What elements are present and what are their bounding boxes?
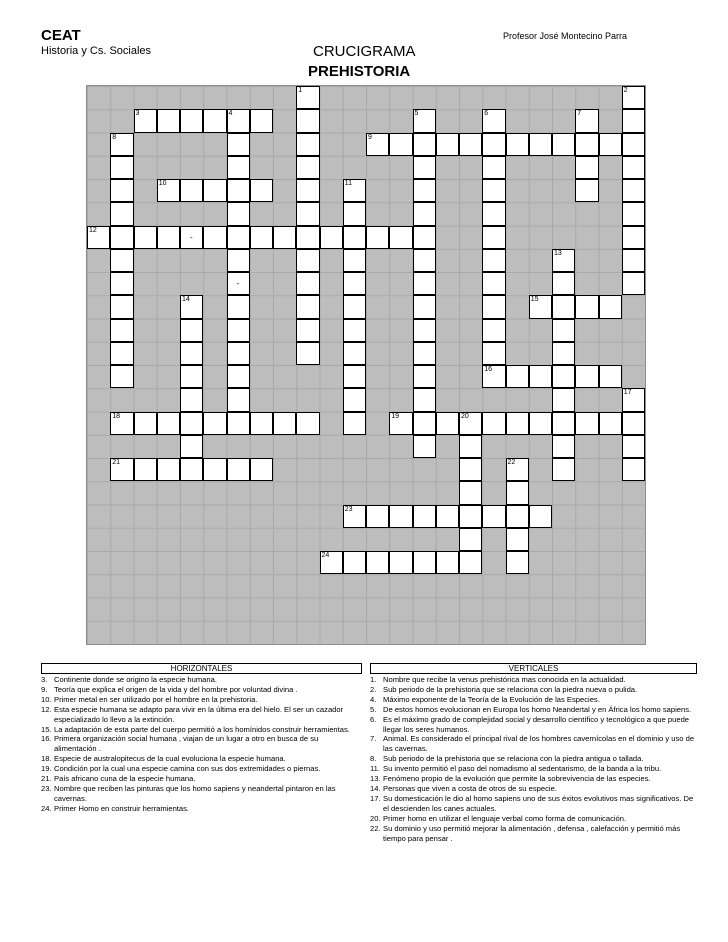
clue-text: Nombre que recibe la venus prehistórica mas conocida en la actualidad. xyxy=(383,675,626,684)
crossword-cell[interactable] xyxy=(622,412,645,435)
crossword-cell[interactable] xyxy=(110,226,133,249)
clue-text: La adaptación de esta parte del cuerpo permitió a los homínidos construir herramientas. xyxy=(54,724,350,734)
crossword-cell[interactable] xyxy=(413,179,436,202)
crossword-cell[interactable] xyxy=(413,202,436,225)
crossword-cell[interactable] xyxy=(180,458,203,481)
clue-text: Continente donde se origino la especie humana. xyxy=(54,675,217,684)
clue-number-label: 7 xyxy=(577,110,582,118)
crossword-cell[interactable] xyxy=(413,388,436,411)
crossword-cell[interactable] xyxy=(203,109,226,132)
crossword-cell[interactable] xyxy=(506,458,529,481)
crossword-cell[interactable] xyxy=(459,528,482,551)
clue-text: Esta especie humana se adapto para vivir en la última era del hielo. El ser un cazador especializado lo llevo a la extinción. xyxy=(54,704,344,724)
clue-text: Sub periodo de la prehistoria que se relaciona con la piedra antigua o tallada. xyxy=(383,754,644,764)
crossword-cell[interactable] xyxy=(343,179,366,202)
clue-text: Su invento permitió el paso del nomadismo al sedentarismo, de la banda a la tribu. xyxy=(383,764,662,774)
vertical-clue xyxy=(370,784,697,794)
crossword-cell[interactable] xyxy=(343,412,366,435)
horizontal-clue xyxy=(41,725,362,735)
crossword-cell[interactable] xyxy=(413,249,436,272)
crossword-cell[interactable] xyxy=(436,412,459,435)
cell-mark: - xyxy=(190,232,193,242)
crossword-cell[interactable] xyxy=(227,295,250,318)
crossword-cell[interactable] xyxy=(110,295,133,318)
clue-number: 17. xyxy=(370,793,381,803)
crossword-cell[interactable] xyxy=(343,226,366,249)
teacher-name: Profesor José Montecino Parra xyxy=(503,31,628,41)
clue-number: 11. xyxy=(370,764,380,774)
crossword-cell[interactable] xyxy=(110,249,133,272)
crossword-cell[interactable] xyxy=(296,133,319,156)
crossword-cell[interactable] xyxy=(506,412,529,435)
crossword-cell[interactable] xyxy=(296,226,319,249)
crossword-cell[interactable] xyxy=(506,133,529,156)
crossword-cell[interactable] xyxy=(622,133,645,156)
crossword-cell[interactable] xyxy=(599,412,622,435)
clue-number-label: 11 xyxy=(344,180,353,187)
crossword-cell[interactable] xyxy=(506,365,529,388)
school-name: CEAT xyxy=(41,27,81,44)
subject-name: Historia y Cs. Sociales xyxy=(41,45,152,57)
crossword-cell[interactable] xyxy=(436,133,459,156)
vertical-clues xyxy=(370,663,697,843)
horizontal-clue xyxy=(41,764,362,774)
clue-number-label: 4 xyxy=(228,110,233,118)
crossword-cell[interactable] xyxy=(389,505,412,528)
clue-number-label: 2 xyxy=(623,87,628,94)
clue-number-label: 22 xyxy=(507,459,516,466)
crossword-cell[interactable] xyxy=(227,388,250,411)
crossword-cell[interactable] xyxy=(110,412,133,435)
crossword-cell[interactable] xyxy=(413,133,436,156)
crossword-cell[interactable] xyxy=(459,458,482,481)
crossword-cell[interactable] xyxy=(227,272,250,295)
crossword-cell[interactable] xyxy=(296,295,319,318)
crossword-cell[interactable] xyxy=(413,342,436,365)
vertical-clue xyxy=(370,705,697,715)
crossword-cell[interactable] xyxy=(482,505,505,528)
clue-number-label: 8 xyxy=(112,133,117,141)
crossword-cell[interactable] xyxy=(273,412,296,435)
clue-number-label: 9 xyxy=(368,133,372,141)
crossword-cell[interactable] xyxy=(529,365,552,388)
horizontal-clue xyxy=(41,804,362,814)
crossword-cell[interactable] xyxy=(413,295,436,318)
crossword-cell[interactable] xyxy=(459,505,482,528)
crossword-cell[interactable] xyxy=(552,272,575,295)
crossword-cell[interactable] xyxy=(157,226,180,249)
clue-number: 16. xyxy=(41,734,52,744)
crossword-cell[interactable] xyxy=(296,412,319,435)
crossword-cell[interactable] xyxy=(413,435,436,458)
clue-number-label: 23 xyxy=(344,505,353,513)
crossword-cell[interactable] xyxy=(250,412,273,435)
crossword-cell[interactable] xyxy=(529,505,552,528)
clue-number: 15. xyxy=(41,724,52,734)
clue-number: 6. xyxy=(370,714,377,724)
clue-number: 22. xyxy=(370,823,381,833)
clue-text: Primera organización social humana , viajan de un lugar a otro en busca de su alimentación . xyxy=(54,734,319,754)
crossword-cell[interactable] xyxy=(413,226,436,249)
crossword-cell[interactable] xyxy=(413,505,436,528)
clue-text: País africano cuna de la especie humana. xyxy=(54,774,196,784)
crossword-cell[interactable] xyxy=(459,551,482,574)
crossword-cell[interactable] xyxy=(482,109,505,132)
crossword-cell[interactable] xyxy=(482,272,505,295)
clue-number-label: 10 xyxy=(158,180,167,187)
crossword-cell[interactable] xyxy=(506,528,529,551)
crossword-cell[interactable] xyxy=(552,133,575,156)
crossword-cell[interactable] xyxy=(459,412,482,435)
horizontal-clue xyxy=(41,784,362,804)
clue-text: Personas que viven a costa de otros de su especie. xyxy=(383,783,557,793)
clue-number: 9. xyxy=(41,684,48,694)
crossword-cell[interactable] xyxy=(622,388,645,411)
clue-number: 23. xyxy=(41,783,52,793)
crossword-cell[interactable] xyxy=(482,319,505,342)
crossword-cell[interactable] xyxy=(343,388,366,411)
crossword-cell[interactable] xyxy=(343,551,366,574)
crossword-cell[interactable] xyxy=(482,295,505,318)
crossword-cell[interactable] xyxy=(157,109,180,132)
crossword-cell[interactable] xyxy=(529,412,552,435)
crossword-cell[interactable] xyxy=(622,109,645,132)
crossword-cell[interactable] xyxy=(366,133,389,156)
crossword-cell[interactable] xyxy=(459,481,482,504)
crossword-cell[interactable] xyxy=(180,342,203,365)
clue-number-label: 1 xyxy=(298,87,303,94)
crossword-cell[interactable] xyxy=(227,412,250,435)
crossword-cell[interactable] xyxy=(482,412,505,435)
crossword-cell[interactable] xyxy=(575,412,598,435)
clue-text: Teoría que explica el origen de la vida y del hombre por voluntad divina . xyxy=(54,684,298,694)
crossword-cell[interactable] xyxy=(134,412,157,435)
crossword-cell[interactable] xyxy=(110,179,133,202)
crossword-cell[interactable] xyxy=(157,179,180,202)
crossword-cell[interactable] xyxy=(506,505,529,528)
crossword-cell[interactable] xyxy=(157,458,180,481)
page-title: CRUCIGRAMA xyxy=(313,43,416,60)
crossword-cell[interactable] xyxy=(343,295,366,318)
horizontal-clue xyxy=(41,774,362,784)
horizontal-clue xyxy=(41,705,362,725)
crossword-cell[interactable] xyxy=(552,249,575,272)
clue-text: Especie de australopitecus de la cual evoluciona la especie humana. xyxy=(54,754,286,764)
clue-number: 7. xyxy=(370,734,377,744)
vertical-clues-heading: VERTICALES xyxy=(370,663,697,674)
clue-number-label: 21 xyxy=(112,459,121,466)
crossword-cell[interactable] xyxy=(227,226,250,249)
crossword-cell[interactable] xyxy=(250,179,273,202)
crossword-cell[interactable] xyxy=(180,412,203,435)
crossword-cell[interactable] xyxy=(622,435,645,458)
crossword-cell[interactable] xyxy=(413,156,436,179)
vertical-clue xyxy=(370,774,697,784)
clue-number-label: 13 xyxy=(554,249,562,257)
horizontal-clue xyxy=(41,734,362,754)
crossword-cell[interactable] xyxy=(599,365,622,388)
crossword-grid xyxy=(86,85,646,645)
crossword-cell[interactable] xyxy=(296,319,319,342)
crossword-cell[interactable] xyxy=(482,249,505,272)
crossword-cell[interactable] xyxy=(529,133,552,156)
cell-mark: - xyxy=(236,279,240,288)
crossword-cell[interactable] xyxy=(413,365,436,388)
vertical-clue xyxy=(370,794,697,814)
vertical-clue xyxy=(370,715,697,735)
crossword-cell[interactable] xyxy=(622,226,645,249)
crossword-cell[interactable] xyxy=(180,388,203,411)
crossword-cell[interactable] xyxy=(227,179,250,202)
crossword-cell[interactable] xyxy=(227,319,250,342)
clue-number-label: 19 xyxy=(391,412,400,420)
crossword-cell[interactable] xyxy=(296,86,319,109)
horizontal-clue xyxy=(41,675,362,685)
clue-text: Animal. Es considerado el principal rival de los hombres cavernícolas en el dominio y uso de las cavernas. xyxy=(383,734,695,754)
crossword-cell[interactable] xyxy=(227,156,250,179)
clue-number-label: 3 xyxy=(135,110,140,118)
clue-text: Primer Homo en construir herramientas. xyxy=(54,803,190,813)
vertical-clue xyxy=(370,675,697,685)
crossword-cell[interactable] xyxy=(622,86,645,109)
crossword-cell[interactable] xyxy=(296,342,319,365)
crossword-cell[interactable] xyxy=(110,365,133,388)
crossword-cell[interactable] xyxy=(296,272,319,295)
clue-text: Condición por la cual una especie camina con sus dos extremidades o piernas. xyxy=(54,764,321,774)
crossword-cell[interactable] xyxy=(134,458,157,481)
vertical-clue xyxy=(370,754,697,764)
crossword-cell[interactable] xyxy=(622,458,645,481)
crossword-cell[interactable] xyxy=(227,202,250,225)
crossword-cell[interactable] xyxy=(87,226,110,249)
crossword-cell[interactable] xyxy=(622,272,645,295)
crossword-cell[interactable] xyxy=(599,133,622,156)
crossword-cell[interactable] xyxy=(436,505,459,528)
crossword-cell[interactable] xyxy=(482,133,505,156)
clue-number-label: 14 xyxy=(182,296,190,304)
crossword-cell[interactable] xyxy=(622,156,645,179)
crossword-cell[interactable] xyxy=(552,365,575,388)
crossword-cell[interactable] xyxy=(134,109,157,132)
page-subtitle: PREHISTORIA xyxy=(308,63,411,80)
crossword-cell[interactable] xyxy=(575,109,598,132)
crossword-cell[interactable] xyxy=(506,481,529,504)
clue-number: 21. xyxy=(41,774,52,784)
clue-number-label: 20 xyxy=(461,412,469,420)
crossword-cell[interactable] xyxy=(343,202,366,225)
crossword-cell[interactable] xyxy=(413,319,436,342)
horizontal-clue xyxy=(41,754,362,764)
crossword-cell[interactable] xyxy=(250,458,273,481)
crossword-cell[interactable] xyxy=(227,249,250,272)
crossword-cell[interactable] xyxy=(180,179,203,202)
crossword-cell[interactable] xyxy=(343,505,366,528)
clue-text: Es el máximo grado de complejidad social y desarrollo científico y tecnológico a que puede llegar los seres humanos. xyxy=(383,714,690,734)
crossword-cell[interactable] xyxy=(506,551,529,574)
crossword-cell[interactable] xyxy=(413,272,436,295)
crossword-cell[interactable] xyxy=(413,412,436,435)
clue-number-label: 17 xyxy=(623,389,632,397)
crossword-cell[interactable] xyxy=(482,179,505,202)
vertical-clue xyxy=(370,764,697,774)
crossword-cell[interactable] xyxy=(157,412,180,435)
crossword-cell[interactable] xyxy=(180,295,203,318)
crossword-cell[interactable] xyxy=(552,295,575,318)
crossword-cell[interactable] xyxy=(227,109,250,132)
clue-text: Primer metal en ser utilizado por el hombre en la prehistoria. xyxy=(54,694,258,704)
crossword-cell[interactable] xyxy=(296,249,319,272)
clue-number-label: 24 xyxy=(321,552,330,559)
crossword-cell[interactable] xyxy=(436,551,459,574)
vertical-clue xyxy=(370,685,697,695)
horizontal-clue xyxy=(41,695,362,705)
clue-number: 1. xyxy=(370,675,377,684)
vertical-clue xyxy=(370,824,697,844)
crossword-cell[interactable] xyxy=(459,435,482,458)
clue-text: Primer homo en utilizar el lenguaje verbal como forma de comunicación. xyxy=(383,813,627,823)
crossword-cell[interactable] xyxy=(552,412,575,435)
crossword-cell[interactable] xyxy=(482,202,505,225)
clue-text: Su dominio y uso permitió mejorar la alimentación , defensa , calefacción y permitió más tiempo para pensar . xyxy=(383,823,681,843)
crossword-cell[interactable] xyxy=(343,249,366,272)
crossword-cell[interactable] xyxy=(180,319,203,342)
crossword-cell[interactable] xyxy=(482,342,505,365)
crossword-cell[interactable] xyxy=(413,551,436,574)
crossword-cell[interactable] xyxy=(227,458,250,481)
crossword-cell[interactable] xyxy=(575,133,598,156)
crossword-cell[interactable] xyxy=(482,365,505,388)
crossword-cell[interactable] xyxy=(180,226,203,249)
clue-number: 14. xyxy=(370,783,381,793)
crossword-cell[interactable] xyxy=(296,109,319,132)
crossword-cell[interactable] xyxy=(227,342,250,365)
clue-number: 8. xyxy=(370,754,377,764)
crossword-cell[interactable] xyxy=(250,226,273,249)
clue-number: 5. xyxy=(370,704,377,714)
crossword-cell[interactable] xyxy=(459,133,482,156)
crossword-cell[interactable] xyxy=(575,365,598,388)
crossword-cell[interactable] xyxy=(482,226,505,249)
crossword-cell[interactable] xyxy=(366,226,389,249)
crossword-cell[interactable] xyxy=(110,272,133,295)
crossword-cell[interactable] xyxy=(110,342,133,365)
crossword-cell[interactable] xyxy=(552,388,575,411)
crossword-cell[interactable] xyxy=(296,202,319,225)
horizontal-clue xyxy=(41,685,362,695)
crossword-cell[interactable] xyxy=(622,179,645,202)
crossword-cell[interactable] xyxy=(552,319,575,342)
clue-number: 10. xyxy=(41,694,52,704)
clue-text: Sub periodo de la prehistoria que se relaciona con la piedra nueva o pulida. xyxy=(383,684,638,694)
crossword-cell[interactable] xyxy=(552,435,575,458)
crossword-cell[interactable] xyxy=(343,365,366,388)
crossword-cell[interactable] xyxy=(366,505,389,528)
clue-number-label: 15 xyxy=(530,296,539,304)
horizontal-clues xyxy=(41,663,362,814)
crossword-cell[interactable] xyxy=(180,435,203,458)
clue-text: Fenómeno propio de la evolución que permite la sobrevivencia de las especies. xyxy=(383,774,651,784)
clue-number: 24. xyxy=(41,803,52,813)
crossword-cell[interactable] xyxy=(110,319,133,342)
crossword-cell[interactable] xyxy=(203,179,226,202)
crossword-cell[interactable] xyxy=(575,156,598,179)
clue-number: 4. xyxy=(370,694,377,704)
crossword-cell[interactable] xyxy=(134,226,157,249)
vertical-clue xyxy=(370,814,697,824)
crossword-cell[interactable] xyxy=(203,458,226,481)
crossword-cell[interactable] xyxy=(575,179,598,202)
crossword-cell[interactable] xyxy=(180,109,203,132)
clue-number-label: 12 xyxy=(89,226,97,234)
crossword-cell[interactable] xyxy=(622,249,645,272)
crossword-cell[interactable] xyxy=(227,133,250,156)
clue-number: 2. xyxy=(370,684,377,694)
crossword-cell[interactable] xyxy=(389,551,412,574)
crossword-cell[interactable] xyxy=(296,179,319,202)
crossword-cell[interactable] xyxy=(343,272,366,295)
crossword-cell[interactable] xyxy=(552,342,575,365)
clue-number-label: 6 xyxy=(484,110,489,118)
clue-text: Máximo exponente de la Teoría de la Evolución de las Especies. xyxy=(383,694,600,704)
crossword-cell[interactable] xyxy=(203,412,226,435)
horizontal-clues-heading: HORIZONTALES xyxy=(41,663,362,674)
vertical-clue xyxy=(370,734,697,754)
crossword-cell[interactable] xyxy=(110,156,133,179)
clue-number: 12. xyxy=(41,704,52,714)
crossword-cell[interactable] xyxy=(482,156,505,179)
crossword-cell[interactable] xyxy=(227,365,250,388)
clue-text: Su domesticación le dio al homo sapiens uno de sus éxitos evolutivos mas significativos. De el descienden los canes actuales. xyxy=(383,793,694,813)
crossword-cell[interactable] xyxy=(575,295,598,318)
crossword-cell[interactable] xyxy=(552,458,575,481)
crossword-cell[interactable] xyxy=(320,551,343,574)
clue-number: 19. xyxy=(41,764,52,774)
clue-number: 20. xyxy=(370,813,381,823)
crossword-cell[interactable] xyxy=(413,109,436,132)
crossword-cell[interactable] xyxy=(529,295,552,318)
clue-number-label: 5 xyxy=(414,110,419,118)
clue-text: Nombre que reciben las pinturas que los homo sapiens y neandertal pintaron en las cavernas. xyxy=(54,783,336,803)
clue-text: De estos homos evolucionan en Europa los homo Neandertal y en África los homo sapiens. xyxy=(383,704,692,714)
crossword-cell[interactable] xyxy=(110,133,133,156)
clue-number: 3. xyxy=(41,675,48,684)
crossword-cell[interactable] xyxy=(389,412,412,435)
crossword-cell[interactable] xyxy=(110,458,133,481)
crossword-cell[interactable] xyxy=(110,202,133,225)
crossword-cell[interactable] xyxy=(599,295,622,318)
crossword-cell[interactable] xyxy=(366,551,389,574)
crossword-cell[interactable] xyxy=(320,226,343,249)
crossword-cell[interactable] xyxy=(203,226,226,249)
crossword-cell[interactable] xyxy=(343,342,366,365)
vertical-clue xyxy=(370,695,697,705)
clue-number: 13. xyxy=(370,774,381,784)
crossword-cell[interactable] xyxy=(250,109,273,132)
crossword-cell[interactable] xyxy=(296,156,319,179)
clue-number-label: 18 xyxy=(112,412,121,420)
crossword-cell[interactable] xyxy=(389,226,412,249)
clue-number: 18. xyxy=(41,754,52,764)
crossword-cell[interactable] xyxy=(622,202,645,225)
crossword-cell[interactable] xyxy=(389,133,412,156)
clue-number-label: 16 xyxy=(484,366,493,373)
crossword-cell[interactable] xyxy=(180,365,203,388)
crossword-cell[interactable] xyxy=(273,226,296,249)
crossword-cell[interactable] xyxy=(343,319,366,342)
